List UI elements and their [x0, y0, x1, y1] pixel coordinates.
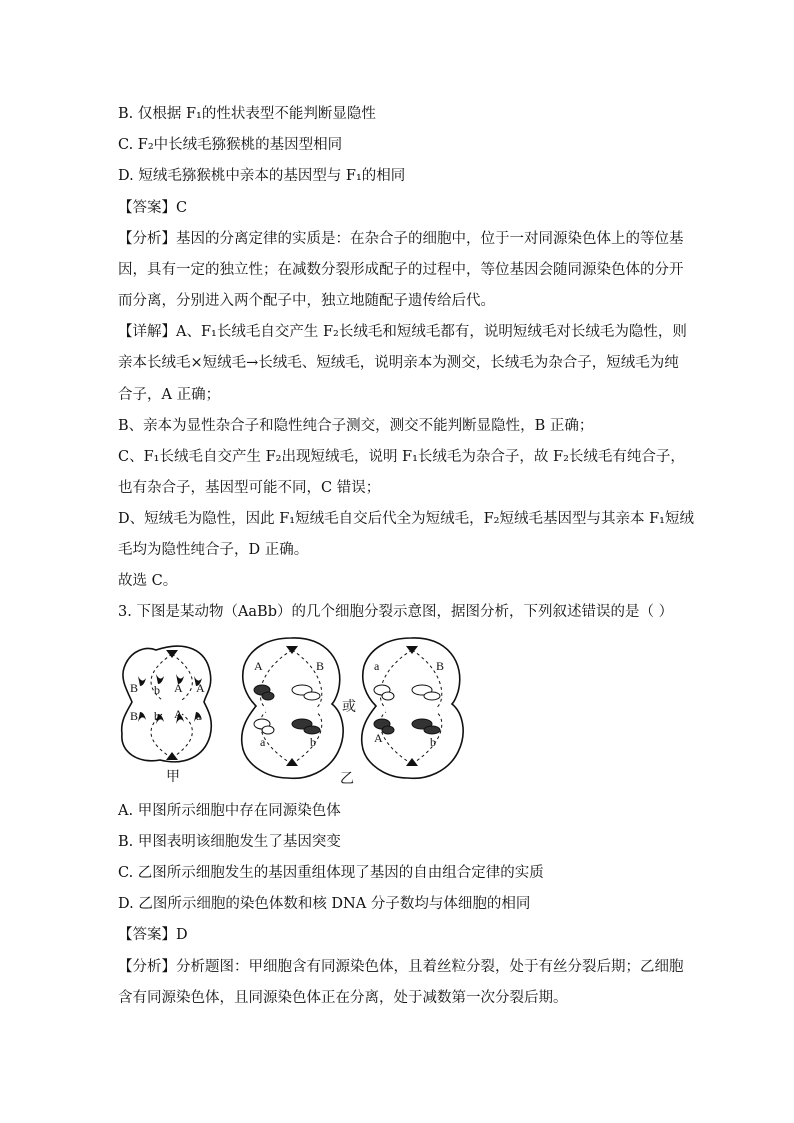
gene-label: B [130, 709, 139, 723]
gene-label: A [174, 707, 183, 721]
gene-label: B [436, 659, 445, 673]
option-a-3: A. 甲图所示细胞中存在同源染色体 [118, 803, 341, 819]
detail-line-4: B、亲本为显性杂合子和隐性纯合子测交，测交不能判断显隐性，B 正确； [118, 418, 594, 434]
detail-line-5: C、F₁长绒毛自交产生 F₂出现短绒毛，说明 F₁长绒毛为杂合子，故 F₂长绒毛有纯合子， [118, 449, 685, 465]
option-d: D. 短绒毛猕猴桃中亲本的基因型与 F₁的相同 [118, 168, 406, 184]
analysis-2-line-2: 因，具有一定的独立性；在减数分裂形成配子的过程中，等位基因会随同源染色体的分开 [118, 262, 684, 278]
option-d-3: D. 乙图所示细胞的染色体数和核 DNA 分子数均与体细胞的相同 [118, 896, 531, 912]
cell-division-diagram [116, 632, 676, 792]
option-c: C. F₂中长绒毛猕猴桃的基因型相同 [118, 137, 343, 153]
gene-label: A [196, 681, 205, 695]
analysis-3-line-1: 【分析】分析题图：甲细胞含有同源染色体，且着丝粒分裂，处于有丝分裂后期；乙细胞 [118, 959, 684, 975]
option-c-3: C. 乙图所示细胞发生的基因重组体现了基因的自由组合定律的实质 [118, 865, 544, 881]
analysis-3-line-2: 含有同源染色体，且同源染色体正在分离，处于减数第一次分裂后期。 [118, 990, 568, 1006]
detail-line-7: D、短绒毛为隐性，因此 F₁短绒毛自交后代全为短绒毛，F₂短绒毛基因型与其亲本 F₁短绒 [118, 511, 694, 527]
gene-label: A [254, 659, 263, 673]
option-b-3: B. 甲图表明该细胞发生了基因突变 [118, 834, 341, 850]
gene-label: a [196, 709, 202, 723]
gene-label: b [310, 735, 316, 749]
gene-label: a [260, 735, 266, 749]
detail-line-1: 【详解】A、F₁长绒毛自交产生 F₂长绒毛和短绒毛都有，说明短绒毛对长绒毛为隐性，则 [118, 324, 687, 340]
gene-label: B [316, 659, 325, 673]
answer-3: 【答案】D [118, 927, 188, 943]
analysis-2-line-3: 而分离，分别进入两个配子中，独立地随配子遗传给后代。 [118, 293, 495, 309]
gene-label: A [174, 681, 183, 695]
gene-label: b [154, 709, 160, 723]
label-huo: 或 [342, 699, 356, 715]
answer-2: 【答案】C [118, 200, 188, 216]
detail-line-6: 也有杂合子，基因型可能不同，C 错误； [118, 480, 381, 496]
detail-line-3: 合子，A 正确； [118, 387, 221, 403]
gene-label: b [430, 735, 436, 749]
label-jia: 甲 [166, 769, 180, 785]
gene-label: B [130, 681, 139, 695]
cell-division-figure [116, 632, 676, 792]
detail-line-8: 毛均为隐性纯合子，D 正确。 [118, 542, 309, 558]
detail-line-2: 亲本长绒毛×短绒毛→长绒毛、短绒毛，说明亲本为测交，长绒毛为杂合子，短绒毛为纯 [118, 355, 679, 371]
analysis-2-line-1: 【分析】基因的分离定律的实质是：在杂合子的细胞中，位于一对同源染色体上的等位基 [118, 231, 684, 247]
option-b: B. 仅根据 F₁的性状表型不能判断显隐性 [118, 106, 376, 122]
gene-label: a [374, 659, 380, 673]
question-3: 3. 下图是某动物（AaBb）的几个细胞分裂示意图，据图分析，下列叙述错误的是（ ） [118, 604, 674, 620]
choose-c: 故选 C。 [118, 573, 178, 589]
gene-label: b [154, 683, 160, 697]
gene-label: A [374, 731, 383, 745]
label-yi: 乙 [340, 771, 354, 787]
cell-jia [122, 646, 212, 762]
